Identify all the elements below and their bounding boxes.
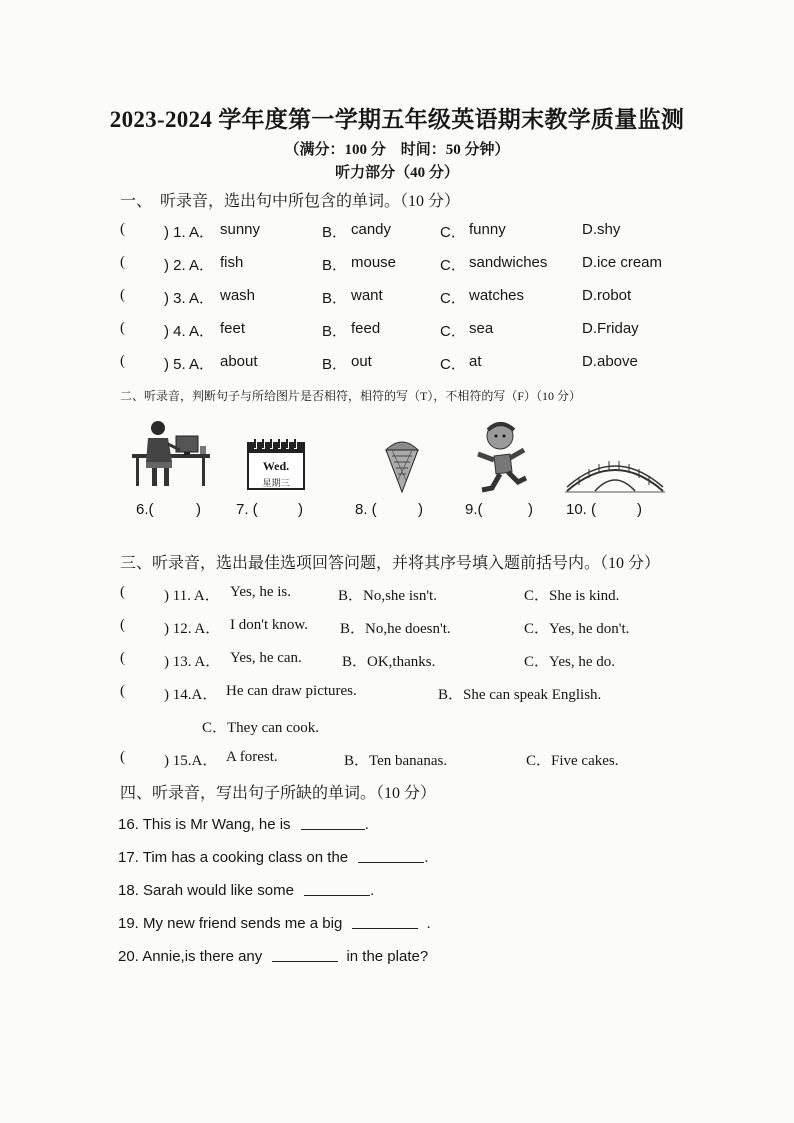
- picture-8-close: ): [418, 501, 423, 518]
- option-a: fish: [220, 254, 244, 271]
- option-c: funny: [469, 221, 506, 238]
- picture-9-close: ): [528, 501, 533, 518]
- running-boy-picture: [470, 420, 534, 494]
- sentence-end: .: [424, 849, 429, 866]
- answer-bracket[interactable]: (: [120, 320, 125, 336]
- question-number: ) 1. A．: [164, 224, 215, 241]
- option-b: B．She can speak English.: [438, 687, 602, 703]
- answer-bracket[interactable]: (: [120, 254, 125, 270]
- picture-8-label[interactable]: 8. (: [355, 501, 377, 518]
- option-b: B．No,he doesn't.: [340, 621, 451, 637]
- section2-heading: 二、听录音，判断句子与所给图片是否相符，相符的写（T），不相符的写（F）（10 分）: [120, 389, 582, 403]
- option-c: watches: [469, 287, 525, 304]
- picture-10-label[interactable]: 10. (: [566, 501, 597, 518]
- sentence-end: .: [426, 915, 431, 932]
- option-c-label: C．: [440, 323, 466, 340]
- question-20: [118, 947, 428, 967]
- exam-title: 2023-2024 学年度第一学期五年级英语期末教学质量监测: [109, 107, 685, 132]
- option-d: D.Friday: [582, 320, 639, 337]
- answer-bracket[interactable]: (: [120, 287, 125, 303]
- option-b: mouse: [351, 254, 397, 271]
- option-b: B．No,she isn't.: [338, 588, 437, 604]
- score-time-line: （满分：100 分 时间：50 分钟）: [284, 142, 510, 158]
- sentence-text: 17. Tim has a cooking class on the: [118, 849, 349, 866]
- answer-bracket[interactable]: (: [120, 353, 125, 369]
- sentence-text: 19. My new friend sends me a big: [118, 915, 343, 932]
- option-c-label: C．: [440, 224, 466, 241]
- answer-bracket[interactable]: (: [120, 749, 125, 765]
- sentence-end: .: [364, 816, 369, 833]
- question-number: ) 3. A．: [164, 290, 215, 307]
- sentence-end: in the plate?: [346, 948, 429, 965]
- option-b: candy: [351, 221, 392, 238]
- option-a: I don't know.: [230, 617, 308, 633]
- option-d: D.above: [582, 353, 638, 370]
- option-b-label: B．: [322, 323, 348, 340]
- blank-line[interactable]: [301, 815, 365, 830]
- option-c-label: C．: [440, 356, 466, 373]
- option-c: sea: [469, 320, 494, 337]
- question-number: ) 14.A．: [164, 687, 218, 703]
- sentence-text: 16. This is Mr Wang, he is: [118, 816, 291, 833]
- answer-bracket[interactable]: (: [120, 584, 125, 600]
- ice-cream-picture: [382, 432, 422, 494]
- option-c: C．They can cook.: [202, 720, 320, 736]
- picture-10-close: ): [637, 501, 642, 518]
- question-number: ) 12. A．: [164, 621, 221, 637]
- option-c: at: [469, 353, 482, 370]
- question-18: [118, 881, 374, 901]
- question-19: [118, 914, 431, 934]
- question-number: ) 13. A．: [164, 654, 221, 670]
- option-a: Yes, he is.: [230, 584, 291, 600]
- blank-line[interactable]: [272, 947, 338, 962]
- option-a: Yes, he can.: [230, 650, 302, 666]
- option-b: out: [351, 353, 372, 370]
- picture-6-label[interactable]: 6.(: [136, 501, 154, 518]
- option-c: sandwiches: [469, 254, 548, 271]
- option-b: B．OK,thanks.: [342, 654, 436, 670]
- sentence-text: 20. Annie,is there any: [118, 948, 263, 965]
- option-b: want: [351, 287, 383, 304]
- option-c-label: C．: [440, 290, 466, 307]
- answer-bracket[interactable]: (: [120, 683, 125, 699]
- picture-7-close: ): [298, 501, 303, 518]
- option-c: C．She is kind.: [524, 588, 620, 604]
- option-a: wash: [220, 287, 256, 304]
- question-17: [118, 848, 428, 868]
- option-b-label: B．: [322, 356, 348, 373]
- option-b-label: B．: [322, 257, 348, 274]
- option-b-label: B．: [322, 290, 348, 307]
- bridge-picture: [565, 455, 665, 495]
- office-worker-picture: [128, 418, 214, 490]
- picture-7-label[interactable]: 7. (: [236, 501, 258, 518]
- question-number: ) 4. A．: [164, 323, 215, 340]
- option-a: about: [220, 353, 258, 370]
- option-a: feet: [220, 320, 246, 337]
- sentence-text: 18. Sarah would like some: [118, 882, 294, 899]
- option-c: C．Yes, he don't.: [524, 621, 630, 637]
- option-c-label: C．: [440, 257, 466, 274]
- question-number: ) 2. A．: [164, 257, 215, 274]
- option-b: feed: [351, 320, 381, 337]
- option-d: D.robot: [582, 287, 632, 304]
- picture-9-label[interactable]: 9.(: [465, 501, 483, 518]
- calendar-weekday-cn: 星期三: [262, 478, 290, 488]
- sentence-end: .: [370, 882, 375, 899]
- question-number: ) 15.A．: [164, 753, 218, 769]
- option-a: He can draw pictures.: [226, 683, 357, 699]
- section4-heading: 四、听录音，写出句子所缺的单词。（10 分）: [120, 785, 437, 802]
- answer-bracket[interactable]: (: [120, 221, 125, 237]
- blank-line[interactable]: [358, 848, 424, 863]
- blank-line[interactable]: [304, 881, 370, 896]
- option-a: A forest.: [226, 749, 278, 765]
- option-b-label: B．: [322, 224, 348, 241]
- calendar-day: Wed.: [262, 459, 290, 473]
- option-a: sunny: [220, 221, 261, 238]
- question-number: ) 5. A．: [164, 356, 215, 373]
- answer-bracket[interactable]: (: [120, 650, 125, 666]
- option-d: D.ice cream: [582, 254, 663, 271]
- option-c: C．Yes, he do.: [524, 654, 615, 670]
- option-c: C．Five cakes.: [526, 753, 619, 769]
- option-b: B．Ten bananas.: [344, 753, 448, 769]
- question-16: [118, 815, 369, 835]
- section3-heading: 三、听录音，选出最佳选项回答问题，并将其序号填入题前括号内。（10 分）: [120, 555, 661, 572]
- question-number: ) 11. A．: [164, 588, 220, 604]
- blank-line[interactable]: [352, 914, 418, 929]
- section1-heading: 一、 听录音，选出句中所包含的单词。（10 分）: [120, 193, 461, 210]
- answer-bracket[interactable]: (: [120, 617, 125, 633]
- picture-6-close: ): [196, 501, 201, 518]
- option-d: D.shy: [582, 221, 621, 238]
- listening-part-title: 听力部分（40 分）: [335, 165, 459, 181]
